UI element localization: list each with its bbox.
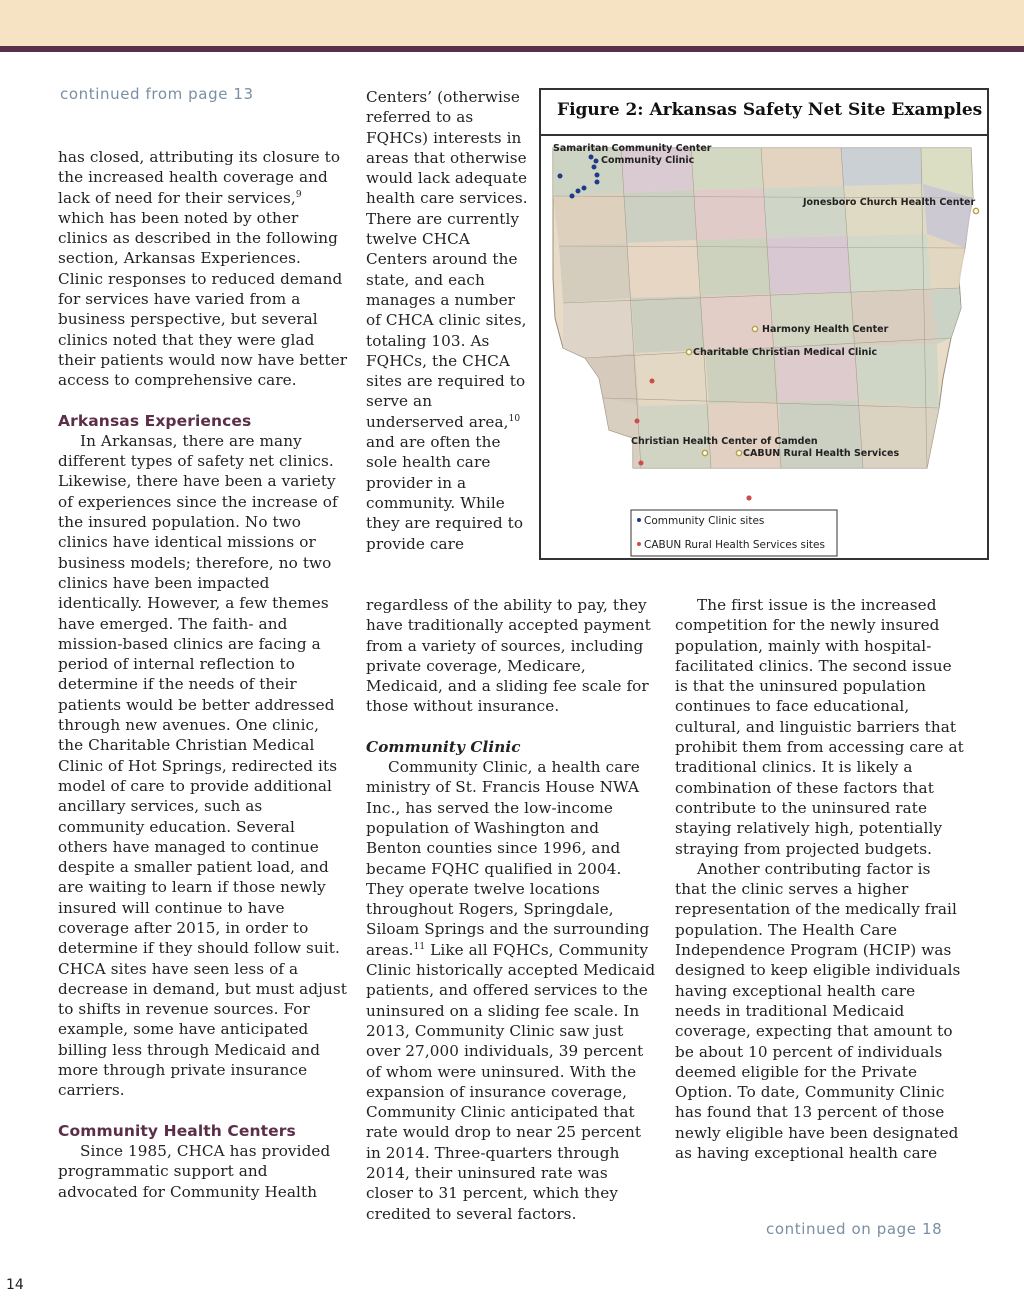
community-clinic-dot [594,159,599,164]
column2-paragraph-1a: Centers’ (otherwise referred to as FQHCs) interests in areas that otherwise would lack adequate health care services. There are currently twelve CHCA Centers around the state, and each manages a number of CHCA clinic sites, totaling 103. As FQHCs, the CHCA sites are required to serve an underserved area,$^{10}$ and are often the sole health care provider in a community. While they are required to provide care [366,88,528,553]
heading-arkansas-experiences: Arkansas Experiences [58,411,252,430]
header-rule [0,46,1024,52]
charitable-marker [686,349,691,354]
column-2-top [366,87,534,554]
community-clinic-dot [592,165,597,170]
column-1 [58,147,348,1202]
column1-paragraph-3: Since 1985, CHCA has provided programmatic support and advocated for Community Health [58,1141,331,1201]
cabun-dot [635,419,640,424]
heading-community-health-centers: Community Health Centers [58,1121,296,1140]
column1-paragraph-1: has closed, attributing its closure to the increased health coverage and lack of need for their services,$^9$ which has been noted by other clinics as described in the following section, Arkansas Experiences. Clinic responses to reduced demand for services have varied from a business perspective, but several clinics noted that they were glad their patients would now have better access to comprehensive care. [58,148,348,390]
map-legend [631,510,837,556]
column-3 [675,595,965,1163]
header-band [0,0,1024,46]
community-clinic-dot [595,173,600,178]
column2-paragraph-1c: regardless of the ability to pay, they have traditionally accepted payment from a variety of sources, including private coverage, Medicare, Medicaid, and a sliding fee scale for those without insurance. [366,596,651,716]
cabun-dot [650,379,655,384]
column2-paragraph-2: Community Clinic, a health care ministry of St. Francis House NWA Inc., has served the low-income population of Washington and Benton counties since 1996, and became FQHC qualified in 2004. They operate twelve locations throughout Rogers, Springdale, Siloam Springs and the surrounding areas.$^{11}$ Like all FQHCs, Community Clinic historically accepted Medicaid patients, and offered services to the uninsured on a sliding fee scale. In 2013, Community Clinic saw just over 27,000 individuals, 39 percent of whom were uninsured. With the expansion of insurance coverage, Community Clinic anticipated that rate would drop to near 25 percent in 2014. Three-quarters through 2014, their uninsured rate was closer to 31 percent, which they credited to several factors. [366,758,656,1223]
column-2-bottom [366,595,658,1224]
label-samaritan: Samaritan Community Center [553,143,712,154]
community-clinic-dot [570,194,575,199]
column3-paragraph-1: The first issue is the increased competition for the newly insured population, mainly with hospital-facilitated clinics. The second issue is that the uninsured population continues to face educational, cultural, and linguistic barriers that prohibit them from accessing care at traditional clinics. It is likely a combination of these factors that contribute to the uninsured rate staying relatively high, potentially straying from projected budgets. [675,596,964,858]
page-number: 14 [6,1277,24,1293]
subhead-community-clinic: Community Clinic [366,737,521,756]
footnote-ref: 9 [295,189,302,200]
continued-on: continued on page 18 [766,1220,943,1238]
column1-paragraph-2: In Arkansas, there are many different types of safety net clinics. Likewise, there have been a variety of experiences since the increase of the insured population. No two clinics have identical missions or business models; therefore, no two clinics have been impacted identically. However, a few themes have emerged. The faith- and mission-based clinics are facing a period of internal reflection to determine if the needs of their patients would be better addressed through new avenues. One clinic, the Charitable Christian Medical Clinic of Hot Springs, redirected its model of care to provide additional ancillary services, such as community education. Several others have managed to continue despite a smaller patient load, and are waiting to learn if those newly insured will continue to have coverage after 2015, in order to determine if they should follow suit. CHCA sites have seen less of a decrease in demand, but must adjust to shifts in revenue sources. For example, some have anticipated billing less through Medicaid and more through private insurance carriers. [58,431,347,1100]
legend-community: Community Clinic sites [644,515,765,527]
community-clinic-dot [595,180,600,185]
community-clinic-dot [576,189,581,194]
cabun-marker [736,450,741,455]
label-cabun: CABUN Rural Health Services [743,448,900,459]
column3-paragraph-2: Another contributing factor is that the clinic serves a higher representation of the medically frail population. The Health Care Independence Program (HCIP) was designed to keep eligible individuals having exceptional health care needs in traditional Medicaid coverage, expecting that amount to be about 10 percent of individuals deemed eligible for the Private Option. To date, Community Clinic has found that 13 percent of those newly eligible have been designated as having exceptional health care [675,859,961,1163]
label-camden: Christian Health Center of Camden [631,436,818,447]
community-clinic-dot [582,186,587,191]
legend-cabun: CABUN Rural Health Services sites [644,539,825,551]
community-clinic-dot [558,174,563,179]
continued-from: continued from page 13 [60,85,254,103]
footnote-ref: 10 [508,413,521,424]
cabun-dot [639,461,644,466]
jonesboro-marker [973,208,978,213]
figure-title: Figure 2: Arkansas Safety Net Site Examples [541,90,987,136]
label-community-clinic: Community Clinic [601,155,695,166]
label-jonesboro: Jonesboro Church Health Center [803,197,976,208]
harmony-marker [752,326,757,331]
footnote-ref: 11 [413,941,426,952]
label-charitable: Charitable Christian Medical Clinic [693,347,878,358]
cabun-dot [747,496,752,501]
figure-arkansas-map [539,88,989,560]
community-clinic-dot [589,155,594,160]
arkansas-map [541,138,987,558]
camden-marker [702,450,707,455]
label-harmony: Harmony Health Center [762,324,889,335]
